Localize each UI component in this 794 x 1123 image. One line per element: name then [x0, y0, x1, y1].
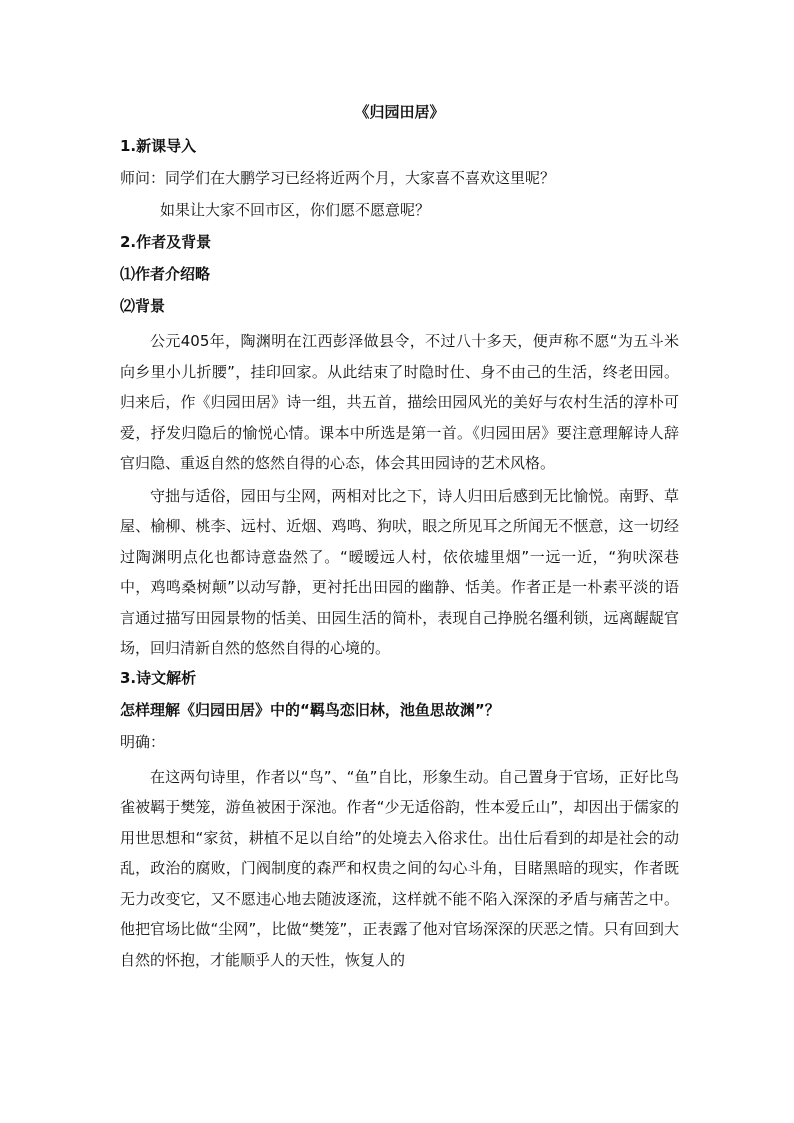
analysis-paragraph: 在这两句诗里，作者以“鸟”、“鱼”自比，形象生动。自己置身于官场，正好比鸟雀被羁于樊笼，游鱼被困于深池。作者“少无适俗韵，性本爱丘山”，却因出于儒家的用世思想和“家贫，耕植不足以自给”的处境去入俗求仕。出仕后看到的却是社会的动乱，政治的腐败，门阀制度的森严和权贵之间的勾心斗角，目睹黑暗的现实，作者既无力改变它，又不愿违心地去随波逐流，这样就不能不陷入深深的矛盾与痛苦之中。他把官场比做“尘网”，比做“樊笼”，正表露了他对官场深深的厌恶之情。只有回到大自然的怀抱，才能顺乎人的天性，恢复人的 — [120, 767, 679, 969]
section-heading-intro: 1.新课导入 — [120, 137, 197, 155]
analysis-question: 怎样理解《归园田居》中的“羁鸟恋旧林，池鱼思故渊”？ — [120, 700, 500, 719]
background-paragraph-1: 公元405年，陶渊明在江西彭泽做县令，不过八十多天，便声称不愿“为五斗米向乡里小儿折腰”，挂印回家。从此结束了时隐时仕、身不由己的生活，终老田园。归来后，作《归园田居》诗一组，共五首，描绘田园风光的美好与农村生活的淳朴可爱，抒发归隐后的愉悦心情。课本中所选是第一首。《归园田居》要注意理解诗人辞官归隐、重返自然的悠然自得的心态，体会其田园诗的艺术风格。 — [120, 332, 679, 472]
section-heading-author: 2.作者及背景 — [120, 233, 212, 251]
answer-label: 明确： — [120, 732, 166, 751]
teacher-question: 师问：同学们在大鹏学习已经将近两个月，大家喜不喜欢这里呢？ — [120, 169, 556, 187]
background-paragraph-2: 守拙与适俗，园田与尘网，两相对比之下，诗人归田后感到无比愉悦。南野、草屋、榆柳、桃李、远村、近烟、鸡鸣、狗吠，眼之所见耳之所闻无不惬意，这一切经过陶渊明点化也都诗意盎然了。“暧暧远人村，依依墟里烟”一远一近，“狗吠深巷中，鸡鸣桑树颠”以动写静，更衬托出田园的幽静、恬美。作者正是一朴素平淡的语言通过描写田园景物的恬美、田园生活的简朴，表现自己挣脱名缰利锁，远离龌龊官场，回归清新自然的悠然自得的心境的。 — [120, 486, 679, 657]
teacher-question-followup: 如果让大家不回市区，你们愿不愿意呢？ — [160, 201, 431, 219]
subheading-author-intro: ⑴作者介绍略 — [120, 265, 211, 283]
subheading-background: ⑵背景 — [120, 297, 166, 315]
document-title: 《归园田居》 — [354, 103, 445, 121]
section-heading-analysis: 3.诗文解析 — [120, 668, 197, 687]
